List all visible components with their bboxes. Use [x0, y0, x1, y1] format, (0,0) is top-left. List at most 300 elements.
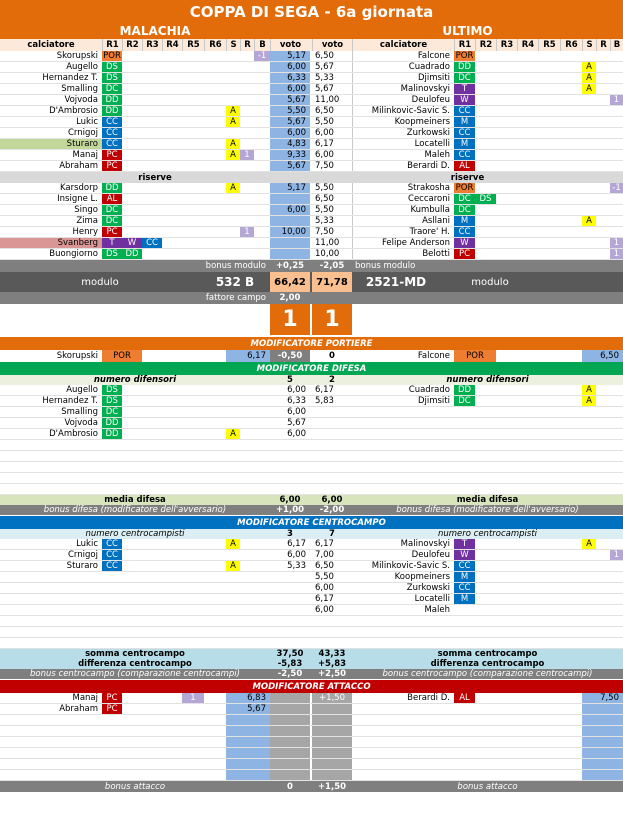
away-vote: 5,33 — [315, 216, 334, 226]
away-role: CC — [454, 583, 475, 593]
away-att-bg — [582, 770, 623, 780]
difesa-row — [0, 385, 623, 396]
home-bg — [270, 572, 310, 582]
home-name: Augello — [66, 385, 98, 395]
away-player-name: Felipe Anderson — [352, 238, 454, 248]
home-att-name: Manaj — [72, 693, 98, 703]
difesa-row — [0, 407, 623, 418]
mod-difesa-title: MODIFICATORE DIFESA — [256, 363, 367, 374]
away-role-badge: DS — [475, 194, 496, 204]
mod-difesa — [0, 362, 623, 375]
home-col-s: S — [226, 39, 240, 51]
away-role-badge: W — [454, 238, 475, 248]
away-vote: 11,00 — [315, 95, 340, 105]
home-player-name: Insigne L. — [57, 194, 98, 204]
home-vote: 6,00 — [287, 62, 306, 72]
away-media-label: media difesa — [456, 495, 519, 505]
away-bg — [312, 473, 352, 483]
away-player-name: Zurkowski — [352, 128, 454, 138]
home-vote: 6,00 — [287, 84, 306, 94]
home-att-vote: 6,83 — [247, 693, 266, 703]
away-name: Malinovskyi — [400, 539, 450, 549]
away-bg — [312, 440, 352, 450]
home-val: 6,00 — [287, 385, 306, 395]
home-name: D'Ambrosio — [49, 429, 98, 439]
home-r-badge: 1 — [240, 150, 254, 160]
away-bonus-difesa: -2,00 — [319, 505, 345, 515]
home-player-name: Vojvoda — [64, 95, 98, 105]
home-player-name: Crnigoj — [68, 128, 98, 138]
away-s-badge: A — [582, 73, 596, 83]
away-role-badge: POR — [455, 51, 474, 61]
centro-row — [0, 583, 623, 594]
away-vote: 7,50 — [315, 227, 334, 237]
home-bg — [270, 484, 310, 494]
away-player-name: Asllani — [352, 216, 454, 226]
home-role-badge: DS — [102, 62, 122, 72]
modulo-row — [0, 272, 623, 292]
away-col-s: S — [582, 39, 596, 51]
home-modulo: 532 B — [215, 275, 255, 289]
centro-row — [0, 616, 623, 627]
away-bg — [312, 484, 352, 494]
home-num-difensori: numero difensori — [93, 375, 177, 385]
home-col-r6: R6 — [204, 39, 226, 51]
away-num-difensori: numero difensori — [446, 375, 529, 385]
away-gk-role: POR — [454, 350, 496, 362]
home-att-mod-bg — [270, 759, 310, 769]
home-val: 6,33 — [287, 396, 306, 406]
home-col-b: B — [254, 39, 270, 51]
away-vote: 6,00 — [315, 150, 334, 160]
bonus-attacco-row — [0, 781, 623, 792]
away-vote: 6,00 — [315, 128, 334, 138]
home-role-badge: DS — [102, 73, 122, 83]
home-role-badge: DD — [102, 106, 122, 116]
starter-row — [0, 150, 623, 161]
home-player-name: Buongiorno — [49, 249, 98, 259]
centro-row — [0, 594, 623, 605]
away-role-badge: CC — [454, 106, 475, 116]
away-vote: 5,50 — [315, 205, 334, 215]
home-val: 6,00 — [287, 407, 306, 417]
away-player-name: Belotti — [352, 249, 454, 259]
home-vote: 5,67 — [287, 95, 306, 105]
home-vote: 9,33 — [287, 150, 306, 160]
away-player-name: Maleh — [352, 150, 454, 160]
away-bonus-modulo: -2,05 — [319, 261, 345, 271]
title-bar — [0, 0, 623, 23]
home-att-mod — [270, 693, 310, 703]
home-att-bg — [226, 715, 270, 725]
home-player-name: D'Ambrosio — [49, 106, 98, 116]
home-att-role: PC — [102, 704, 122, 714]
away-role-badge: M — [454, 117, 475, 127]
home-name: Smalling — [61, 407, 98, 417]
away-val: 6,17 — [315, 385, 334, 395]
away-att-bg — [582, 737, 623, 747]
away-s-badge: A — [582, 216, 596, 226]
home-att-bg — [226, 770, 270, 780]
away-bonus-attacco-label: bonus attacco — [457, 781, 518, 792]
home-col-r1: R1 — [102, 39, 122, 51]
away-role: W — [454, 550, 475, 560]
mod-portiere — [0, 337, 623, 350]
away-role-badge: DC — [454, 73, 475, 83]
home-role-badge: W — [122, 238, 142, 248]
away-col-r4: R4 — [517, 39, 538, 51]
home-bonus-modulo-label: bonus modulo — [205, 261, 266, 271]
away-att-mod-bg — [312, 770, 352, 780]
away-b-badge: -1 — [610, 183, 623, 193]
away-player-name: Koopmeiners — [352, 117, 454, 127]
home-bg — [270, 638, 310, 648]
difesa-row — [0, 484, 623, 495]
away-role-badge: CC — [454, 128, 475, 138]
bench-row — [0, 216, 623, 227]
home-vote: 5,50 — [287, 106, 306, 116]
away-att-bg — [582, 759, 623, 769]
away-role: DC — [454, 396, 475, 406]
away-role-badge: T — [454, 84, 475, 94]
away-player-name: Berardi D. — [352, 161, 454, 171]
home-r-badge: 1 — [240, 227, 254, 237]
away-name: Cuadrado — [408, 385, 450, 395]
home-att-r: 1 — [182, 693, 204, 703]
away-role-badge: DC — [454, 205, 475, 215]
home-att-mod-bg — [270, 770, 310, 780]
away-num-centro: numero centrocampisti — [437, 529, 538, 539]
away-vote: 6,50 — [315, 194, 334, 204]
away-col-voto: voto — [312, 39, 352, 51]
home-role-badge: CC — [102, 128, 122, 138]
home-goals: 1 — [270, 304, 310, 335]
away-bg — [312, 418, 352, 428]
away-col-r2: R2 — [475, 39, 496, 51]
home-bg — [270, 616, 310, 626]
away-col-r1: R1 — [454, 39, 475, 51]
home-somma-label: somma centrocampo — [85, 649, 185, 659]
away-vote: 7,50 — [315, 161, 334, 171]
starter-row — [0, 51, 623, 62]
away-gk-mod: 0 — [329, 351, 335, 361]
away-att-bg — [582, 704, 623, 714]
mod-centro — [0, 516, 623, 529]
attacco-row — [0, 726, 623, 737]
bench-row — [0, 238, 623, 249]
home-team-name: MALACHIA — [119, 24, 191, 38]
home-gk-name: Skorupski — [56, 351, 98, 361]
away-player-name: Locatelli — [352, 139, 454, 149]
away-att-mod-bg — [312, 715, 352, 725]
mod-centro-title: MODIFICATORE CENTROCAMPO — [237, 517, 386, 528]
away-role-badge: PC — [454, 249, 475, 259]
home-name: Sturaro — [66, 561, 98, 571]
home-vote-bg — [270, 216, 310, 226]
bonus-difesa-row — [0, 505, 623, 515]
home-vote: 5,67 — [287, 117, 306, 127]
away-att-mod-bg — [312, 704, 352, 714]
starter-row — [0, 161, 623, 172]
starter-row — [0, 128, 623, 139]
home-att-mod-bg — [270, 748, 310, 758]
home-vote-bg — [270, 238, 310, 248]
away-name: Maleh — [424, 605, 450, 615]
home-name: Crnigoj — [68, 550, 98, 560]
away-role-badge: W — [454, 95, 475, 105]
difesa-row — [0, 440, 623, 451]
away-name: Locatelli — [414, 594, 450, 604]
away-gk-vote: 6,50 — [582, 350, 623, 362]
bench-row — [0, 183, 623, 194]
somma-centro-row — [0, 649, 623, 659]
away-name: Djimsiti — [417, 396, 450, 406]
media-difesa-row — [0, 495, 623, 505]
attacco-row — [0, 704, 623, 715]
away-role: M — [454, 594, 475, 604]
away-player-name: Milinkovic-Savic S. — [352, 106, 454, 116]
home-player-name: Skorupski — [56, 51, 98, 61]
home-vote: 5,67 — [287, 161, 306, 171]
attacco-row — [0, 759, 623, 770]
home-vote-bg — [270, 249, 310, 259]
away-s-badge: A — [582, 84, 596, 94]
away-player-name: Strakosha — [352, 183, 454, 193]
starter-row — [0, 95, 623, 106]
away-val: 6,17 — [315, 594, 334, 604]
away-b-badge: 1 — [610, 238, 623, 248]
column-header — [0, 39, 623, 51]
away-role: CC — [454, 561, 475, 571]
home-col-r4: R4 — [162, 39, 182, 51]
home-role: DS — [102, 385, 122, 395]
attacco-row — [0, 737, 623, 748]
home-role-badge: PC — [102, 161, 122, 171]
home-player-name: Augello — [66, 62, 98, 72]
away-bg — [312, 429, 352, 439]
away-role-badge: M — [454, 216, 475, 226]
away-player-name: Ceccaroni — [352, 194, 454, 204]
home-col-r2: R2 — [122, 39, 142, 51]
home-att-bg — [226, 748, 270, 758]
away-role-badge: DD — [454, 62, 475, 72]
home-bonus-attacco: 0 — [287, 781, 293, 792]
home-col-voto: voto — [270, 39, 310, 51]
away-att-mod-bg — [312, 737, 352, 747]
away-bonus-modulo-label: bonus modulo — [355, 261, 416, 271]
home-val: 6,17 — [287, 539, 306, 549]
home-role: DD — [102, 429, 122, 439]
away-name: Zurkowski — [406, 583, 450, 593]
starter-row — [0, 139, 623, 150]
away-role-badge: M — [454, 139, 475, 149]
home-bonus-modulo: +0,25 — [275, 261, 305, 271]
home-role-badge: DD — [102, 95, 122, 105]
away-goals: 1 — [312, 304, 352, 335]
bench-row — [0, 194, 623, 205]
away-s-badge: A — [582, 62, 596, 72]
home-gk-role: POR — [102, 350, 142, 362]
goals-row — [0, 304, 623, 335]
starter-row — [0, 84, 623, 95]
home-role-badge: AL — [102, 194, 122, 204]
home-bg — [270, 594, 310, 604]
away-bonus-difesa-label: bonus difesa (modificatore dell'avversario) — [396, 505, 579, 515]
away-col-calciatore: calciatore — [352, 39, 454, 51]
away-vote: 5,50 — [315, 117, 334, 127]
difesa-row — [0, 473, 623, 484]
away-somma: 43,33 — [318, 649, 346, 659]
away-bg — [312, 407, 352, 417]
away-vote: 10,00 — [315, 249, 340, 259]
home-role-badge: CC — [142, 238, 162, 248]
home-name: Hernandez T. — [42, 396, 98, 406]
attacco-row — [0, 770, 623, 781]
home-player-name: Henry — [72, 227, 98, 237]
centro-row — [0, 638, 623, 649]
home-gk-mod: -0,50 — [270, 350, 310, 362]
home-player-name: Sturaro — [0, 139, 102, 149]
away-bg — [312, 451, 352, 461]
home-centro-count: 3 — [287, 529, 293, 539]
away-col-r: R — [596, 39, 610, 51]
starter-row — [0, 62, 623, 73]
home-role: DC — [102, 407, 122, 417]
difesa-row — [0, 462, 623, 473]
home-val: 5,33 — [287, 561, 306, 571]
away-role: T — [454, 539, 475, 549]
home-role-badge: PC — [102, 150, 122, 160]
home-att-role: PC — [102, 693, 122, 703]
home-diff-label: differenza centrocampo — [78, 659, 192, 669]
home-gk-vote: 6,17 — [226, 350, 270, 362]
away-vote: 11,00 — [315, 238, 340, 248]
home-player-name: Smalling — [61, 84, 98, 94]
home-att-mod-bg — [270, 737, 310, 747]
away-player-name: Malinovskyi — [352, 84, 454, 94]
home-att-mod-bg — [270, 715, 310, 725]
home-role-badge: DC — [102, 205, 122, 215]
home-col-r5: R5 — [182, 39, 204, 51]
home-modulo-label: modulo — [81, 276, 119, 288]
away-col-r5: R5 — [538, 39, 560, 51]
home-s-badge: A — [226, 117, 240, 127]
away-val: 5,50 — [315, 572, 334, 582]
home-s: A — [226, 539, 240, 549]
home-vote: 5,17 — [287, 51, 306, 61]
away-riserve-label: riserve — [450, 172, 485, 183]
home-somma: 37,50 — [276, 649, 304, 659]
home-role-badge: CC — [102, 117, 122, 127]
away-player-name: Cuadrado — [352, 62, 454, 72]
away-val: 6,17 — [315, 539, 334, 549]
home-role: DD — [102, 418, 122, 428]
away-vote: 6,50 — [315, 106, 334, 116]
home-att-bg — [226, 726, 270, 736]
difesa-row — [0, 418, 623, 429]
home-bonus-centro-label: bonus centrocampo (comparazione centrocampi) — [30, 669, 240, 679]
home-player-name: Svanberg — [0, 238, 102, 248]
home-player-name: Zima — [76, 216, 98, 226]
away-b-badge: 1 — [610, 249, 623, 259]
home-bg — [270, 440, 310, 450]
attacco-row — [0, 748, 623, 759]
mod-attacco — [0, 680, 623, 693]
home-riserve-label: riserve — [138, 172, 172, 183]
home-val: 6,00 — [287, 429, 306, 439]
away-s: A — [582, 385, 596, 395]
home-media-label: media difesa — [104, 495, 166, 505]
bench-row — [0, 227, 623, 238]
home-role: CC — [102, 550, 122, 560]
home-role-badge: DD — [102, 183, 122, 193]
difesa-row — [0, 429, 623, 440]
home-diff: -5,83 — [277, 659, 303, 669]
away-player-name: Deulofeu — [352, 95, 454, 105]
attacco-row — [0, 693, 623, 704]
home-s-badge: A — [226, 139, 240, 149]
home-bg — [270, 473, 310, 483]
away-val: 7,00 — [315, 550, 334, 560]
home-role-badge: PC — [102, 227, 122, 237]
away-val: 6,50 — [315, 561, 334, 571]
home-role-badge: DC — [102, 84, 122, 94]
away-bonus-attacco: +1,50 — [317, 781, 347, 792]
centro-row — [0, 572, 623, 583]
home-role: CC — [102, 539, 122, 549]
fattore-campo-row — [0, 292, 623, 304]
bonus-centro-row — [0, 669, 623, 679]
home-player-name: Manaj — [72, 150, 98, 160]
home-s-badge: A — [226, 183, 240, 193]
attacco-row — [0, 715, 623, 726]
away-player-name: Falcone — [352, 51, 454, 61]
away-name: Deulofeu — [411, 550, 450, 560]
away-vote: 5,33 — [315, 73, 334, 83]
away-somma-label: somma centrocampo — [437, 649, 538, 659]
difesa-row — [0, 451, 623, 462]
bench-row — [0, 249, 623, 260]
centro-count-row — [0, 529, 623, 539]
away-role: DD — [454, 385, 475, 395]
home-bonus-difesa: +1,00 — [275, 505, 305, 515]
mod-portiere-row — [0, 350, 623, 362]
home-role-badge: POR — [103, 51, 121, 61]
home-att-vote: 5,67 — [247, 704, 266, 714]
away-s: A — [582, 539, 596, 549]
home-bg — [270, 605, 310, 615]
home-vote: 10,00 — [281, 227, 306, 237]
home-vote: 6,00 — [287, 205, 306, 215]
fattore-campo-value: 2,00 — [279, 293, 301, 303]
home-s: A — [226, 561, 240, 571]
home-role-badge: CC — [102, 139, 122, 149]
home-bg — [270, 462, 310, 472]
home-player-name: Karsdorp — [59, 183, 98, 193]
away-diff: +5,83 — [317, 659, 347, 669]
away-att-name: Berardi D. — [407, 693, 450, 703]
away-role-badge: CC — [454, 150, 475, 160]
away-val: 6,00 — [315, 605, 334, 615]
away-role-badge: DC — [454, 194, 475, 204]
home-vote: 5,17 — [287, 183, 306, 193]
bonus-modulo-row — [0, 260, 623, 272]
away-att-mod-bg — [312, 748, 352, 758]
home-b-badge: -1 — [254, 51, 270, 61]
home-col-r: R — [240, 39, 254, 51]
away-team-name: ULTIMO — [442, 24, 493, 38]
starter-row — [0, 117, 623, 128]
